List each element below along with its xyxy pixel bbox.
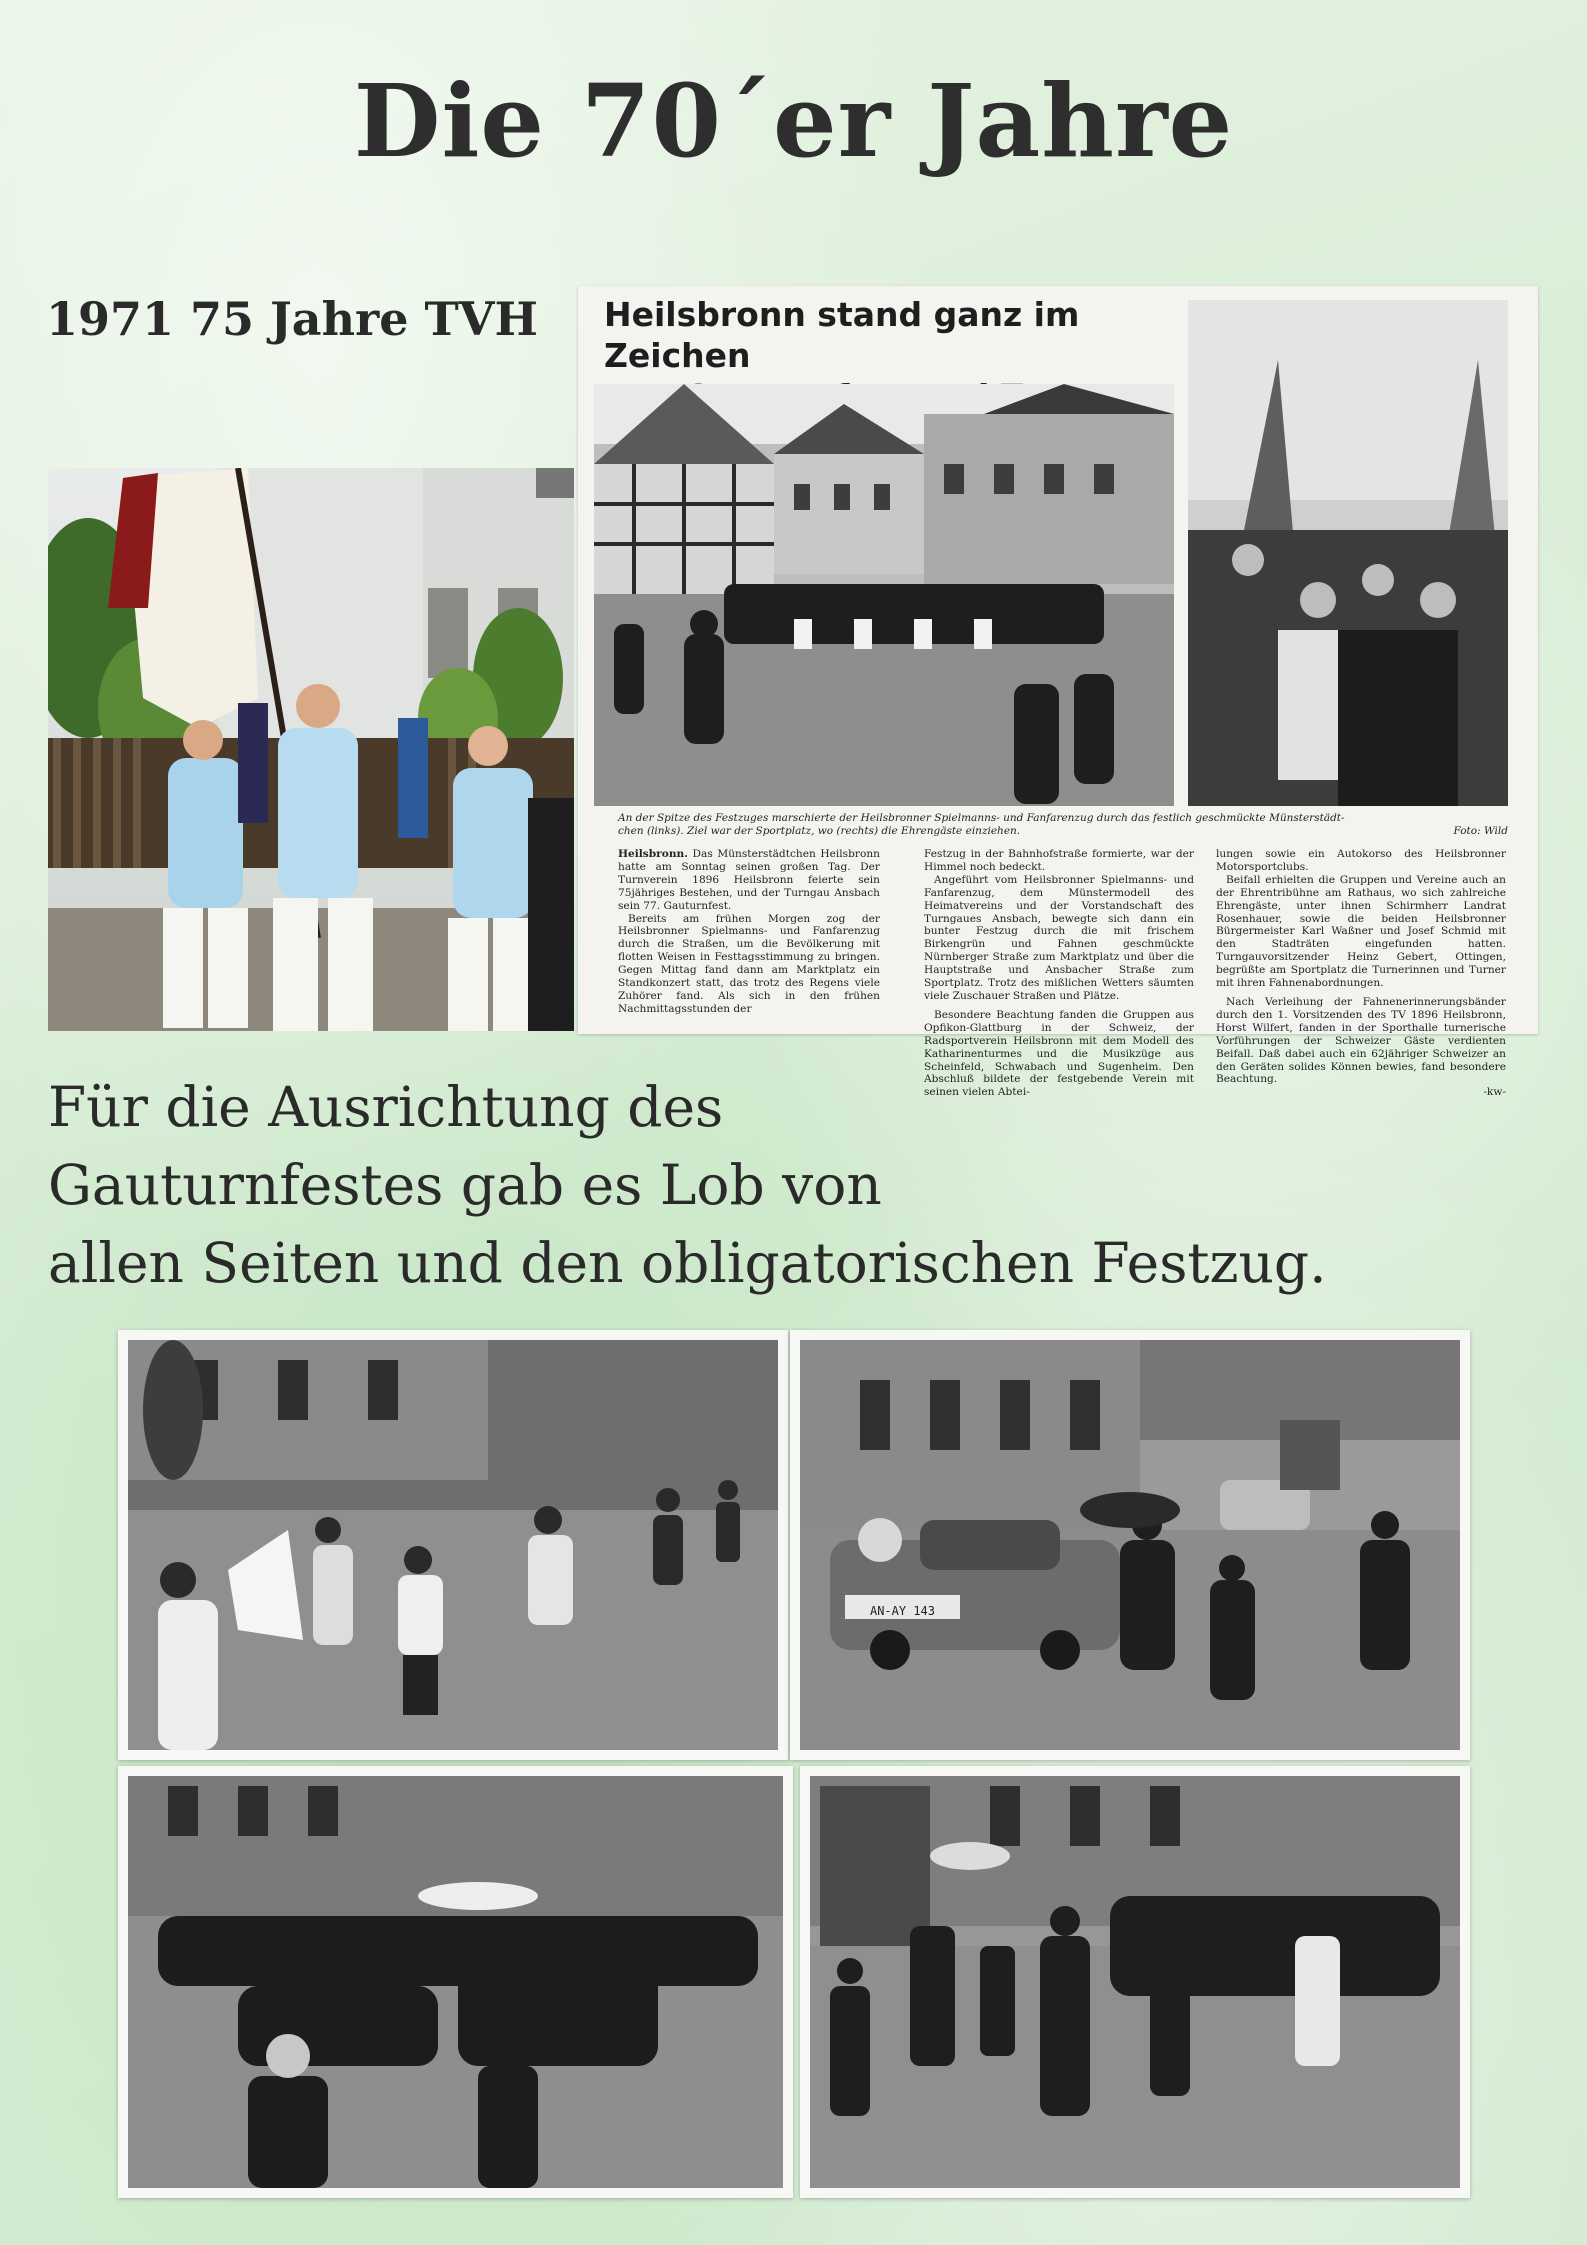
clipping-col3-p2: Beifall erhielten die Gruppen und Vereine auch an der Ehrentribühne am Rathaus, wo sich zahlreiche Ehrengäste, unter ihnen Schirmherr Landrat Rosenhauer, sowie die beiden Heilsbronner Bürgermeister Karl Waßner und Josef Schmid mit den Stadträten eingefunden hatten. Turngauvorsitzender Heinz Gebert, Ottingen, begrüßte am Sportplatz die Turnerinnen und Turner mit ihren Fahnenabordnungen. — [1216, 873, 1506, 990]
clipping-photo-parade — [594, 384, 1174, 806]
body-text — [48, 1068, 1348, 1302]
bw-photo-top-right — [790, 1330, 1470, 1760]
clipping-caption-credit: Foto: Wild — [1453, 825, 1508, 837]
clipping-col3-p1: lungen sowie ein Autokorso des Heilsbronner Motorsportclubs. — [1216, 848, 1506, 873]
clipping-col2-p3: Besondere Beachtung fanden die Gruppen aus Opfikon-Glattburg in der Schweiz, der Radsportverein Heilsbronn mit dem Modell des Katharinenturmes und die Musikzüge aus Scheinfeld, Schwabach und Sugenheim. Den Abschluß bildete der festgebende Verein mit seinen vielen Abtei- — [924, 1008, 1194, 1099]
body-text-line1: Für die Ausrichtung des — [48, 1075, 724, 1139]
clipping-col3-p3: Nach Verleihung der Fahnenerinnerungsbänder durch den 1. Vorsitzenden des TV 1896 Heilsbronn, Horst Wilfert, fanden in der Sporthalle turnerische Vorführungen der Schweizer Gäste verdienten Beifall. Daß dabei auch ein 62jähriger Schweizer an den Geräten solides Können bewies, fand besondere Beachtung. — [1216, 995, 1506, 1086]
clipping-col2-p1: Festzug in der Bahnhofstraße formierte, war der Himmel noch bedeckt. — [924, 848, 1194, 873]
page-title: Die 70´er Jahre — [353, 62, 1234, 180]
color-photo-flag-bearers — [48, 468, 574, 1031]
bw-photo-bottom-left-illustration — [128, 1776, 783, 2188]
car-license-plate: AN-AY 143 — [869, 1604, 936, 1618]
clipping-caption-line2-row — [618, 825, 1508, 838]
clipping-photo-guests — [1188, 300, 1508, 806]
newspaper-clipping — [578, 286, 1538, 1099]
clipping-col2-p2: Angeführt vom Heilsbronner Spielmanns- und Fanfarenzug, dem Münstermodell des Heimatvereins und der Vorstandschaft des Turngaues Ansbach, bewegte sich dann ein bunter Festzug durch die mit frischem Birkengrün und Fahnen geschmückte Nürnberger Straße zum Marktplatz und über die Hauptstraße und Ansbacher Straße zum Sportplatz. Trotz des mißlichen Wetters säumten viele Zuschauer Straßen und Plätze. — [924, 873, 1194, 1002]
bw-photo-top-left-illustration — [128, 1340, 778, 1750]
bw-photo-bottom-left — [118, 1766, 793, 2198]
clipping-signature: -kw- — [1483, 1086, 1506, 1099]
clipping-col1-p1: Das Münsterstädtchen Heilsbronn hatte am Sonntag seinen großen Tag. Der Turnverein 1896 Heilsbronn feierte sein 75jähriges Bestehen, und der Turngau Ansbach sein 77. Gauturnfest. — [618, 848, 880, 912]
clipping-column-3 — [1216, 848, 1506, 1099]
bw-photo-top-left — [118, 1330, 788, 1760]
clipping-dateline: Heilsbronn. — [618, 848, 688, 860]
clipping-headline-line1: Heilsbronn stand ganz im Zeichen — [604, 295, 1080, 375]
clipping-photo-guests-illustration — [1188, 300, 1508, 806]
body-text-line3: allen Seiten und den obligatorischen Festzug. — [48, 1231, 1327, 1295]
clipping-caption-line1: An der Spitze des Festzuges marschierte der Heilsbronner Spielmanns- und Fanfarenzug durch das festlich geschmückte Münsterstädt- — [618, 812, 1345, 824]
bw-photo-top-right-illustration — [800, 1340, 1460, 1750]
color-photo-illustration — [48, 468, 574, 1031]
bw-photo-bottom-right — [800, 1766, 1470, 2198]
bw-photo-bottom-right-illustration — [810, 1776, 1460, 2188]
clipping-column-2 — [924, 848, 1194, 1099]
clipping-caption-line2: chen (links). Ziel war der Sportplatz, wo (rechts) die Ehrengäste einziehen. — [618, 825, 1021, 837]
year-label: 1971 — [46, 292, 175, 346]
clipping-column-1 — [618, 848, 880, 1016]
clipping-caption — [618, 812, 1508, 838]
clipping-col1-p2: Bereits am frühen Morgen zog der Heilsbronner Spielmanns- und Fanfarenzug durch die Straßen, um die Bevölkerung mit flotten Weisen in Festtagsstimmung zu bringen. Gegen Mittag fand dann am Marktplatz ein Standkonzert statt, das trotz des Regens viele Zuhörer fand. Als sich in den frühen Nachmittagsstunden der — [618, 912, 880, 1015]
subtitle: 75 Jahre TVH — [190, 292, 538, 346]
clipping-photo-parade-illustration — [594, 384, 1174, 806]
body-text-line2: Gauturnfestes gab es Lob von — [48, 1153, 882, 1217]
